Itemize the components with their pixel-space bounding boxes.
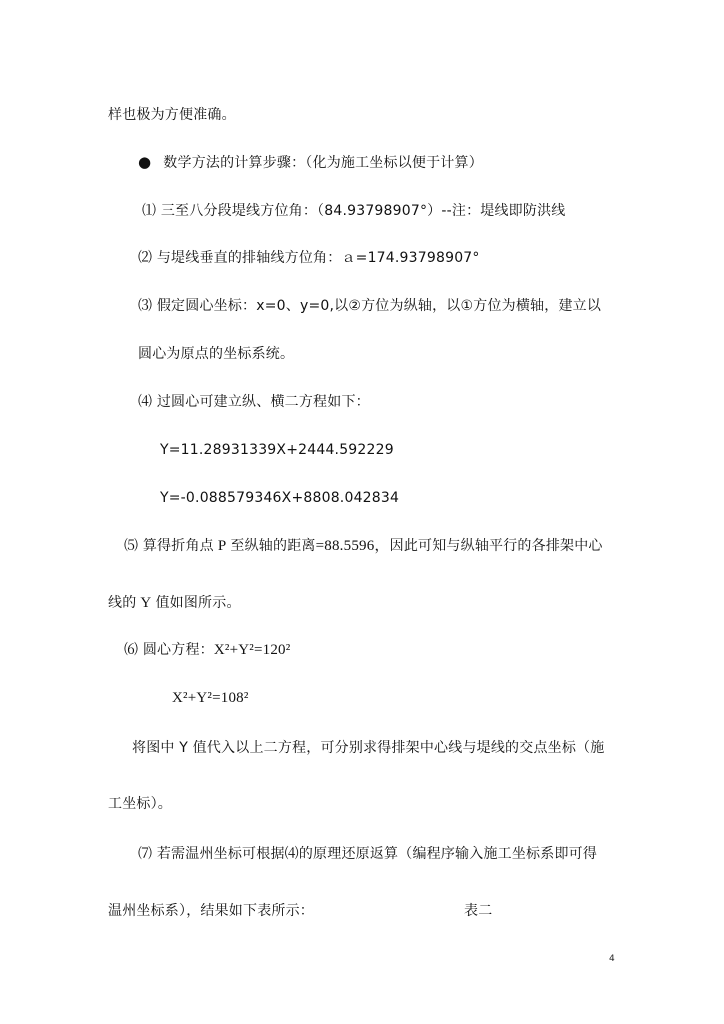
equation-1-text: Y=11.28931339X+2444.592229 [160, 442, 394, 458]
line-1-text: 样也极为方便准确。 [108, 107, 236, 123]
text-line-15 [108, 795, 172, 813]
line-15-text: 工坐标）。 [108, 796, 172, 812]
table-caption [464, 902, 492, 920]
line-11-part-a: 线的 [108, 595, 137, 611]
line-5-text: ⑶ 假定圆心坐标：x=0、y=0,以②方位为纵轴，以①方位为横轴，建立以 [138, 298, 602, 314]
line-10-point-p: P [217, 538, 227, 554]
line-10-part-c: 至纵轴的距离 [230, 538, 316, 554]
text-line-3 [142, 202, 565, 220]
equation-line-1 [160, 441, 394, 459]
text-line-10 [124, 537, 603, 555]
line-7-text: ⑷ 过圆心可建立纵、横二方程如下： [138, 394, 370, 410]
line-17-text: 温州坐标系），结果如下表所示： [108, 903, 314, 919]
table-caption-text: 表二 [464, 903, 493, 919]
text-line-2 [138, 153, 483, 172]
line-6-text: 圆心为原点的坐标系统。 [138, 346, 295, 362]
line-3-text: ⑴ 三至八分段堤线方位角：（84.93798907°）--注：堤线即防洪线 [142, 203, 566, 219]
text-line-4 [138, 249, 480, 267]
page-number-text: 4 [609, 954, 615, 964]
line-11-y: Y [140, 595, 152, 611]
text-line-11 [108, 594, 241, 612]
line-12-label: ⑹ 圆心方程： [124, 642, 214, 658]
line-10-part-a: ⑸ 算得折角点 [124, 538, 214, 554]
text-line-16 [138, 845, 597, 863]
equation-2-text: Y=-0.088579346X+8808.042834 [160, 490, 400, 506]
equation-line-2 [160, 489, 399, 507]
line-16-text: ⑺ 若需温州坐标可根据⑷的原理还原返算（编程序输入施工坐标系即可得 [138, 846, 598, 862]
circle-equation-2-line [172, 689, 249, 707]
text-line-12 [124, 641, 290, 659]
bullet-icon: ● [138, 153, 152, 171]
line-4-text: ⑵ 与堤线垂直的排轴线方位角：ａ=174.93798907° [138, 250, 480, 266]
line-14-text: 将图中 Y 值代入以上二方程，可分别求得排架中心线与堤线的交点坐标（施 [132, 740, 605, 756]
circle-equation-1: X²+Y²=120² [213, 642, 291, 658]
line-11-part-c: 值如图所示。 [155, 595, 241, 611]
page-number [609, 953, 615, 965]
text-line-1 [108, 106, 236, 124]
circle-equation-2: X²+Y²=108² [172, 690, 249, 706]
line-2-text: 数学方法的计算步骤：（化为施工坐标以便于计算） [163, 155, 483, 171]
text-line-5 [138, 297, 601, 315]
text-line-6 [138, 345, 294, 363]
text-line-17 [108, 902, 314, 920]
text-line-7 [138, 393, 370, 411]
line-10-distance: =88.5596， [315, 538, 390, 554]
text-line-14 [132, 739, 604, 757]
line-10-part-e: 因此可知与纵轴平行的各排架中心 [389, 538, 603, 554]
